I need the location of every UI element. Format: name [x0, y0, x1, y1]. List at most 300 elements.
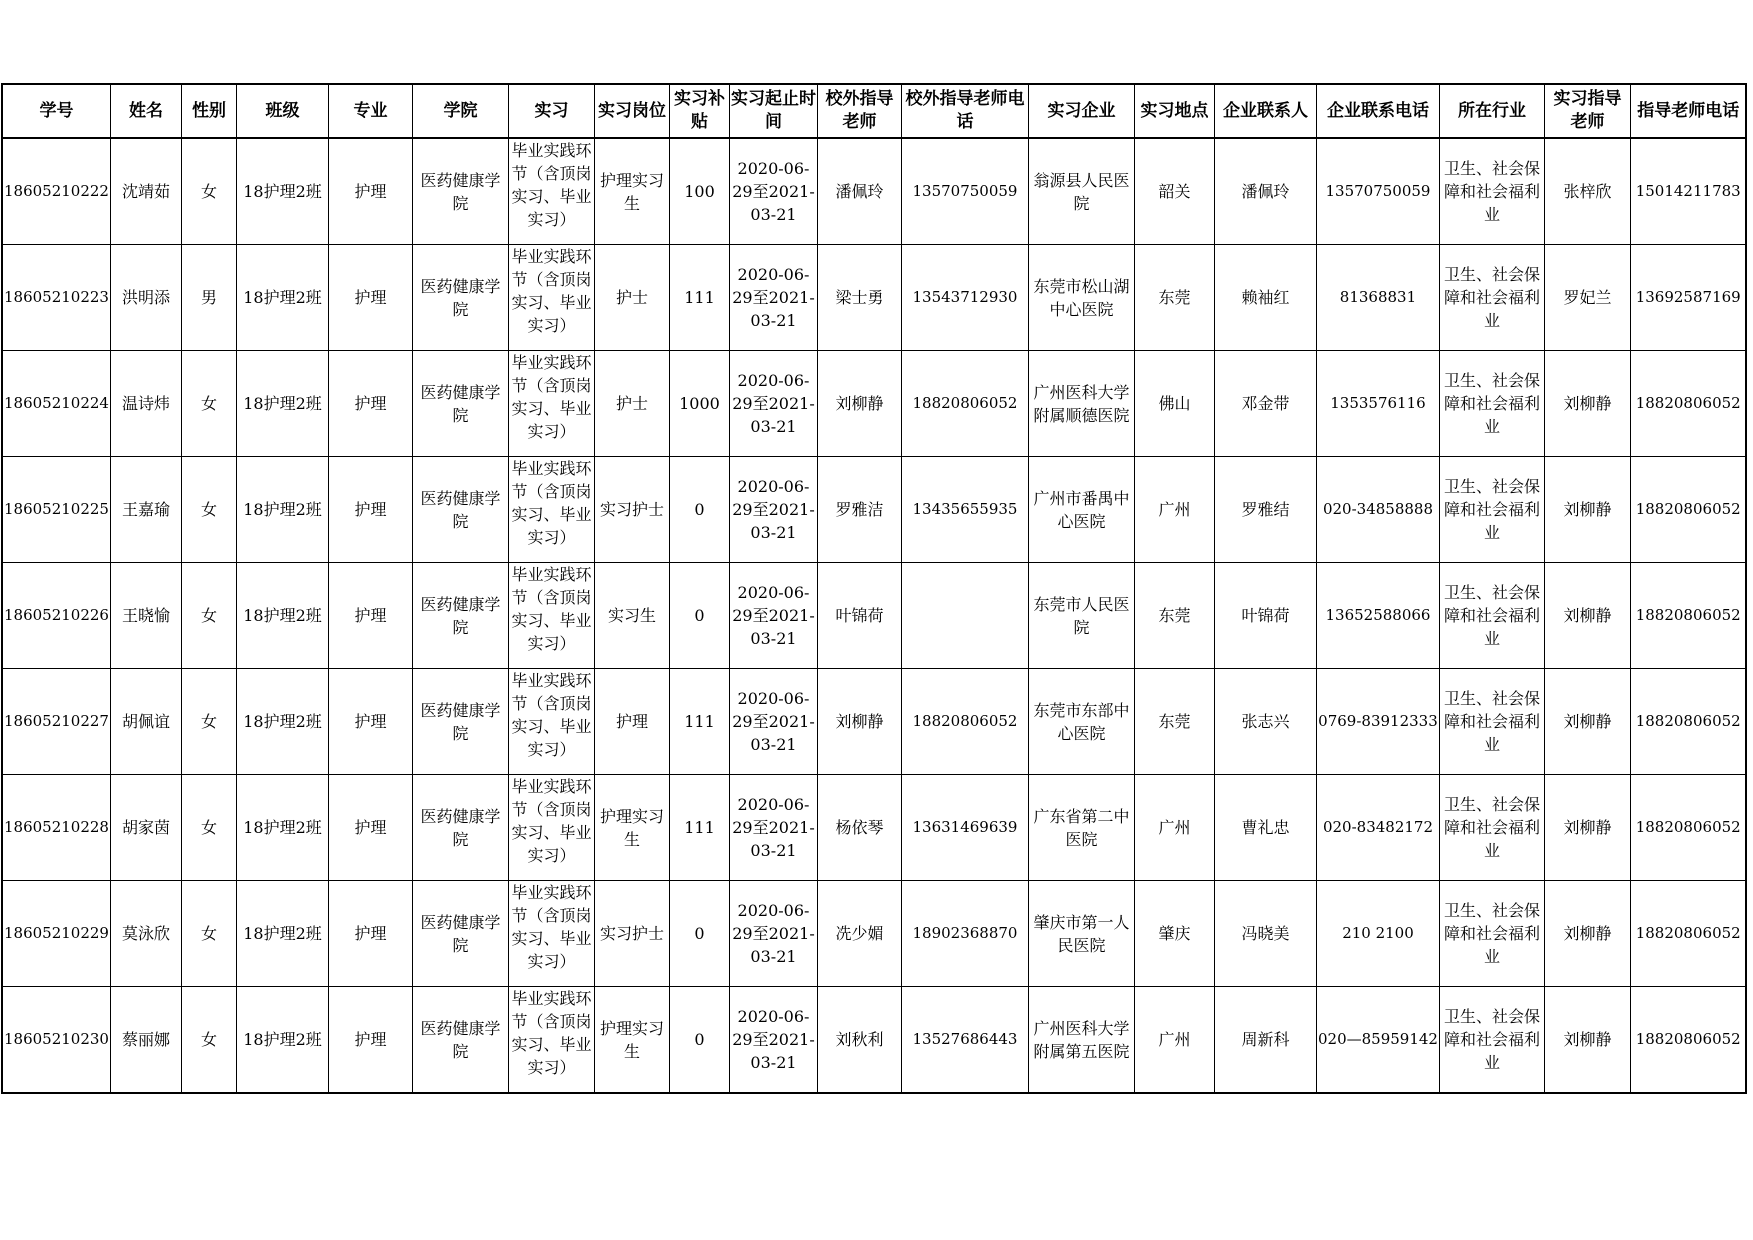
header-period: 实习起止时间	[729, 84, 817, 138]
cell-external-tutor-phone	[901, 138, 1028, 245]
cell-company-contact	[1214, 775, 1316, 881]
cell-gender-text: 女	[200, 500, 217, 519]
cell-company-text: 广州医科大学附属顺德医院	[1033, 382, 1130, 425]
cell-internship-tutor-text: 刘柳静	[1563, 500, 1612, 519]
cell-major	[328, 245, 412, 351]
cell-name	[110, 775, 181, 881]
cell-tutor-phone	[1630, 669, 1746, 775]
cell-gender	[181, 669, 236, 775]
cell-position	[594, 563, 669, 669]
cell-position	[594, 245, 669, 351]
cell-company-contact-text: 潘佩玲	[1241, 182, 1290, 201]
cell-company-contact-text: 曹礼忠	[1241, 818, 1290, 837]
cell-name	[110, 457, 181, 563]
cell-position-text: 护理实习生	[599, 170, 664, 213]
cell-internship-tutor	[1544, 881, 1630, 987]
table-row	[2, 669, 1746, 775]
cell-student-id-text: 18605210225	[4, 500, 109, 518]
cell-external-tutor	[817, 563, 901, 669]
cell-company-contact-text: 张志兴	[1241, 712, 1290, 731]
cell-student-id	[2, 987, 110, 1094]
header-company-contact: 企业联系人	[1214, 84, 1316, 138]
cell-college-text: 医药健康学院	[420, 594, 501, 637]
cell-name-text: 莫泳欣	[121, 924, 170, 943]
cell-internship	[508, 987, 594, 1094]
header-location: 实习地点	[1134, 84, 1214, 138]
cell-tutor-phone-text: 18820806052	[1635, 500, 1741, 518]
cell-college	[412, 881, 508, 987]
cell-period	[729, 138, 817, 245]
cell-tutor-phone	[1630, 245, 1746, 351]
cell-tutor-phone-text: 18820806052	[1635, 606, 1741, 624]
cell-company-contact-text: 冯晓美	[1241, 924, 1290, 943]
cell-company-phone-text: 1353576116	[1330, 394, 1426, 412]
cell-internship-tutor-text: 张梓欣	[1563, 182, 1612, 201]
cell-company-contact	[1214, 245, 1316, 351]
cell-subsidy-text: 111	[684, 712, 715, 731]
cell-gender-text: 男	[200, 288, 217, 307]
cell-industry	[1439, 138, 1544, 245]
cell-company-phone-text: 210 2100	[1342, 924, 1414, 942]
cell-industry-text: 卫生、社会保障和社会福利业	[1443, 477, 1540, 542]
cell-company	[1028, 563, 1134, 669]
cell-company-text: 东莞市人民医院	[1033, 594, 1130, 637]
cell-external-tutor-phone-text: 13543712930	[912, 288, 1018, 306]
cell-company-contact-text: 周新科	[1241, 1030, 1290, 1049]
cell-class-text: 18护理2班	[243, 924, 322, 943]
header-subsidy: 实习补贴	[669, 84, 729, 138]
cell-location	[1134, 563, 1214, 669]
cell-student-id-text: 18605210229	[4, 924, 109, 942]
cell-class	[236, 457, 328, 563]
table-row	[2, 987, 1746, 1094]
cell-company-phone-text: 0769-83912333	[1318, 712, 1438, 730]
cell-position	[594, 881, 669, 987]
cell-class	[236, 245, 328, 351]
cell-tutor-phone	[1630, 881, 1746, 987]
cell-company-phone-text: 13652588066	[1325, 606, 1431, 624]
cell-name-text: 蔡丽娜	[121, 1030, 170, 1049]
cell-college-text: 医药健康学院	[420, 170, 501, 213]
cell-internship-text: 毕业实践环节（含顶岗实习、毕业实习）	[511, 141, 592, 229]
cell-major-text: 护理	[354, 182, 387, 201]
cell-gender-text: 女	[200, 1030, 217, 1049]
cell-company-contact	[1214, 138, 1316, 245]
cell-external-tutor-phone-text: 13570750059	[912, 182, 1018, 200]
cell-company-phone	[1316, 245, 1439, 351]
cell-class-text: 18护理2班	[243, 182, 322, 201]
cell-internship-tutor-text: 罗妃兰	[1563, 288, 1612, 307]
cell-name-text: 洪明添	[121, 288, 170, 307]
cell-company-phone	[1316, 457, 1439, 563]
cell-internship-tutor	[1544, 138, 1630, 245]
cell-student-id-text: 18605210230	[4, 1030, 109, 1048]
cell-position	[594, 138, 669, 245]
cell-subsidy	[669, 457, 729, 563]
cell-location	[1134, 881, 1214, 987]
cell-gender	[181, 351, 236, 457]
cell-position-text: 实习生	[607, 606, 656, 625]
cell-college	[412, 138, 508, 245]
cell-location-text: 韶关	[1158, 182, 1191, 201]
cell-gender-text: 女	[200, 924, 217, 943]
cell-external-tutor-phone	[901, 881, 1028, 987]
header-company: 实习企业	[1028, 84, 1134, 138]
cell-external-tutor	[817, 138, 901, 245]
cell-company-phone	[1316, 775, 1439, 881]
cell-internship-tutor-text: 刘柳静	[1563, 1030, 1612, 1049]
cell-gender	[181, 563, 236, 669]
cell-industry-text: 卫生、社会保障和社会福利业	[1443, 689, 1540, 754]
cell-industry-text: 卫生、社会保障和社会福利业	[1443, 795, 1540, 860]
cell-position	[594, 457, 669, 563]
cell-major	[328, 351, 412, 457]
cell-external-tutor-text: 杨依琴	[835, 818, 884, 837]
cell-company-text: 广东省第二中医院	[1033, 806, 1130, 849]
cell-external-tutor-phone	[901, 775, 1028, 881]
cell-college	[412, 245, 508, 351]
cell-internship-tutor-text: 刘柳静	[1563, 924, 1612, 943]
cell-period-text: 2020-06-29至2021-03-21	[732, 1007, 815, 1072]
cell-external-tutor	[817, 987, 901, 1094]
cell-internship-text: 毕业实践环节（含顶岗实习、毕业实习）	[511, 671, 592, 759]
cell-major-text: 护理	[354, 1030, 387, 1049]
cell-class-text: 18护理2班	[243, 1030, 322, 1049]
cell-college	[412, 457, 508, 563]
cell-subsidy-text: 111	[684, 288, 715, 307]
header-tutor-phone: 指导老师电话	[1630, 84, 1746, 138]
cell-internship	[508, 775, 594, 881]
cell-tutor-phone-text: 18820806052	[1635, 1030, 1741, 1048]
cell-period	[729, 987, 817, 1094]
cell-college-text: 医药健康学院	[420, 488, 501, 531]
cell-college-text: 医药健康学院	[420, 382, 501, 425]
cell-internship	[508, 138, 594, 245]
cell-gender	[181, 881, 236, 987]
cell-industry	[1439, 245, 1544, 351]
cell-major	[328, 987, 412, 1094]
cell-external-tutor-text: 刘秋利	[835, 1030, 884, 1049]
cell-external-tutor-phone-text: 18820806052	[912, 394, 1018, 412]
cell-company	[1028, 457, 1134, 563]
cell-internship-tutor-text: 刘柳静	[1563, 394, 1612, 413]
cell-internship	[508, 669, 594, 775]
cell-subsidy	[669, 351, 729, 457]
cell-college-text: 医药健康学院	[420, 700, 501, 743]
cell-industry-text: 卫生、社会保障和社会福利业	[1443, 1007, 1540, 1072]
table-row	[2, 457, 1746, 563]
cell-position	[594, 987, 669, 1094]
cell-tutor-phone-text: 18820806052	[1635, 924, 1741, 942]
cell-industry-text: 卫生、社会保障和社会福利业	[1443, 583, 1540, 648]
cell-gender	[181, 987, 236, 1094]
cell-period	[729, 351, 817, 457]
cell-location	[1134, 457, 1214, 563]
cell-location-text: 肇庆	[1158, 924, 1191, 943]
cell-student-id	[2, 457, 110, 563]
cell-tutor-phone	[1630, 987, 1746, 1094]
header-class: 班级	[236, 84, 328, 138]
cell-subsidy-text: 1000	[679, 394, 720, 413]
cell-period-text: 2020-06-29至2021-03-21	[732, 583, 815, 648]
cell-student-id	[2, 669, 110, 775]
cell-subsidy-text: 0	[694, 500, 705, 519]
header-gender: 性别	[181, 84, 236, 138]
cell-position-text: 实习护士	[599, 500, 664, 519]
cell-industry	[1439, 563, 1544, 669]
cell-company	[1028, 245, 1134, 351]
cell-external-tutor	[817, 351, 901, 457]
cell-internship-tutor-text: 刘柳静	[1563, 818, 1612, 837]
cell-period	[729, 563, 817, 669]
cell-class-text: 18护理2班	[243, 818, 322, 837]
cell-location	[1134, 987, 1214, 1094]
cell-gender-text: 女	[200, 818, 217, 837]
cell-company-phone-text: 020—85959142	[1317, 1030, 1438, 1048]
cell-period	[729, 881, 817, 987]
table-row	[2, 563, 1746, 669]
cell-college-text: 医药健康学院	[420, 806, 501, 849]
cell-internship-tutor	[1544, 245, 1630, 351]
cell-internship-tutor	[1544, 669, 1630, 775]
cell-name-text: 胡佩谊	[121, 712, 170, 731]
cell-company-contact	[1214, 563, 1316, 669]
cell-internship-tutor	[1544, 351, 1630, 457]
cell-college	[412, 987, 508, 1094]
cell-class-text: 18护理2班	[243, 394, 322, 413]
cell-industry-text: 卫生、社会保障和社会福利业	[1443, 371, 1540, 436]
cell-name	[110, 987, 181, 1094]
cell-tutor-phone	[1630, 563, 1746, 669]
cell-tutor-phone-text: 18820806052	[1635, 818, 1741, 836]
cell-position-text: 实习护士	[599, 924, 664, 943]
cell-class-text: 18护理2班	[243, 606, 322, 625]
cell-external-tutor-phone	[901, 987, 1028, 1094]
cell-internship	[508, 563, 594, 669]
table-row	[2, 881, 1746, 987]
cell-gender	[181, 138, 236, 245]
cell-position-text: 护理	[615, 712, 648, 731]
cell-company	[1028, 351, 1134, 457]
cell-position-text: 护理实习生	[599, 806, 664, 849]
header-row	[2, 84, 1746, 138]
cell-class	[236, 987, 328, 1094]
cell-tutor-phone	[1630, 457, 1746, 563]
cell-name-text: 沈靖茹	[121, 182, 170, 201]
cell-position	[594, 775, 669, 881]
cell-location	[1134, 138, 1214, 245]
cell-external-tutor-phone	[901, 351, 1028, 457]
cell-major-text: 护理	[354, 712, 387, 731]
cell-company	[1028, 138, 1134, 245]
cell-position	[594, 351, 669, 457]
cell-company-text: 广州医科大学附属第五医院	[1033, 1018, 1130, 1061]
cell-location-text: 东莞	[1158, 712, 1191, 731]
cell-major-text: 护理	[354, 500, 387, 519]
cell-tutor-phone-text: 13692587169	[1635, 288, 1741, 306]
cell-company	[1028, 881, 1134, 987]
cell-company-text: 广州市番禺中心医院	[1033, 488, 1130, 531]
cell-internship-text: 毕业实践环节（含顶岗实习、毕业实习）	[511, 989, 592, 1077]
cell-company-contact	[1214, 351, 1316, 457]
cell-tutor-phone	[1630, 138, 1746, 245]
cell-subsidy-text: 111	[684, 818, 715, 837]
cell-position-text: 护士	[615, 394, 648, 413]
cell-class	[236, 351, 328, 457]
table-row	[2, 351, 1746, 457]
cell-internship	[508, 245, 594, 351]
cell-student-id	[2, 245, 110, 351]
cell-college	[412, 351, 508, 457]
cell-industry	[1439, 775, 1544, 881]
cell-company-phone	[1316, 987, 1439, 1094]
cell-period	[729, 669, 817, 775]
cell-industry	[1439, 457, 1544, 563]
cell-period-text: 2020-06-29至2021-03-21	[732, 159, 815, 224]
cell-subsidy	[669, 245, 729, 351]
cell-industry-text: 卫生、社会保障和社会福利业	[1443, 901, 1540, 966]
cell-college	[412, 775, 508, 881]
cell-location-text: 广州	[1158, 1030, 1191, 1049]
cell-external-tutor-phone-text: 13435655935	[912, 500, 1018, 518]
cell-college	[412, 669, 508, 775]
cell-external-tutor-text: 潘佩玲	[835, 182, 884, 201]
cell-name-text: 温诗炜	[121, 394, 170, 413]
cell-class-text: 18护理2班	[243, 712, 322, 731]
cell-college-text: 医药健康学院	[420, 276, 501, 319]
cell-major-text: 护理	[354, 924, 387, 943]
cell-industry	[1439, 987, 1544, 1094]
cell-internship-tutor	[1544, 987, 1630, 1094]
cell-location	[1134, 669, 1214, 775]
cell-external-tutor-text: 冼少媚	[835, 924, 884, 943]
cell-company-contact	[1214, 881, 1316, 987]
cell-location	[1134, 775, 1214, 881]
cell-position-text: 护士	[615, 288, 648, 307]
cell-industry	[1439, 881, 1544, 987]
cell-period	[729, 457, 817, 563]
cell-external-tutor-text: 叶锦荷	[835, 606, 884, 625]
cell-gender-text: 女	[200, 182, 217, 201]
cell-internship-text: 毕业实践环节（含顶岗实习、毕业实习）	[511, 565, 592, 653]
cell-gender-text: 女	[200, 394, 217, 413]
cell-name	[110, 881, 181, 987]
cell-class	[236, 775, 328, 881]
cell-external-tutor-text: 梁士勇	[835, 288, 884, 307]
header-external-tutor: 校外指导老师	[817, 84, 901, 138]
cell-gender	[181, 457, 236, 563]
header-internship-tutor: 实习指导老师	[1544, 84, 1630, 138]
cell-position-text: 护理实习生	[599, 1018, 664, 1061]
cell-external-tutor-phone-text: 13631469639	[912, 818, 1018, 836]
cell-college-text: 医药健康学院	[420, 1018, 501, 1061]
cell-subsidy	[669, 669, 729, 775]
table-row	[2, 775, 1746, 881]
cell-internship-tutor	[1544, 457, 1630, 563]
cell-tutor-phone-text: 15014211783	[1635, 182, 1741, 200]
table-row	[2, 138, 1746, 245]
cell-major-text: 护理	[354, 394, 387, 413]
cell-period-text: 2020-06-29至2021-03-21	[732, 795, 815, 860]
cell-company	[1028, 987, 1134, 1094]
cell-company-phone	[1316, 138, 1439, 245]
cell-student-id	[2, 351, 110, 457]
cell-period-text: 2020-06-29至2021-03-21	[732, 689, 815, 754]
cell-student-id-text: 18605210228	[4, 818, 109, 836]
cell-company-contact	[1214, 457, 1316, 563]
cell-name	[110, 563, 181, 669]
cell-internship-text: 毕业实践环节（含顶岗实习、毕业实习）	[511, 883, 592, 971]
cell-major-text: 护理	[354, 288, 387, 307]
cell-major-text: 护理	[354, 606, 387, 625]
header-student-id: 学号	[2, 84, 110, 138]
cell-company-contact	[1214, 987, 1316, 1094]
cell-internship	[508, 457, 594, 563]
cell-name-text: 胡家茵	[121, 818, 170, 837]
cell-external-tutor-phone	[901, 245, 1028, 351]
cell-location	[1134, 351, 1214, 457]
cell-location	[1134, 245, 1214, 351]
cell-subsidy	[669, 775, 729, 881]
cell-tutor-phone-text: 18820806052	[1635, 394, 1741, 412]
cell-subsidy	[669, 138, 729, 245]
cell-subsidy-text: 0	[694, 606, 705, 625]
cell-internship-text: 毕业实践环节（含顶岗实习、毕业实习）	[511, 777, 592, 865]
cell-student-id-text: 18605210223	[4, 288, 109, 306]
cell-class-text: 18护理2班	[243, 288, 322, 307]
cell-period	[729, 245, 817, 351]
cell-subsidy	[669, 987, 729, 1094]
cell-location-text: 广州	[1158, 500, 1191, 519]
cell-subsidy-text: 0	[694, 924, 705, 943]
cell-company-contact-text: 邓金带	[1241, 394, 1290, 413]
cell-class	[236, 881, 328, 987]
cell-college-text: 医药健康学院	[420, 912, 501, 955]
cell-industry	[1439, 351, 1544, 457]
table-row	[2, 245, 1746, 351]
cell-external-tutor	[817, 457, 901, 563]
cell-tutor-phone-text: 18820806052	[1635, 712, 1741, 730]
cell-subsidy	[669, 563, 729, 669]
cell-college	[412, 563, 508, 669]
cell-location-text: 东莞	[1158, 606, 1191, 625]
cell-class-text: 18护理2班	[243, 500, 322, 519]
cell-company-contact	[1214, 669, 1316, 775]
cell-class	[236, 669, 328, 775]
cell-company-phone-text: 020-34858888	[1322, 500, 1433, 518]
cell-class	[236, 138, 328, 245]
cell-external-tutor-phone	[901, 563, 1028, 669]
cell-student-id	[2, 138, 110, 245]
cell-subsidy-text: 0	[694, 1030, 705, 1049]
cell-subsidy-text: 100	[684, 182, 715, 201]
cell-internship-tutor	[1544, 563, 1630, 669]
cell-company-contact-text: 叶锦荷	[1241, 606, 1290, 625]
cell-period-text: 2020-06-29至2021-03-21	[732, 901, 815, 966]
cell-subsidy	[669, 881, 729, 987]
cell-company-text: 东莞市东部中心医院	[1033, 700, 1130, 743]
cell-name	[110, 245, 181, 351]
cell-external-tutor-text: 刘柳静	[835, 394, 884, 413]
cell-external-tutor-phone-text: 18902368870	[912, 924, 1018, 942]
cell-industry-text: 卫生、社会保障和社会福利业	[1443, 159, 1540, 224]
header-industry: 所在行业	[1439, 84, 1544, 138]
cell-company-phone	[1316, 881, 1439, 987]
header-name: 姓名	[110, 84, 181, 138]
cell-internship-tutor	[1544, 775, 1630, 881]
cell-student-id	[2, 563, 110, 669]
cell-company-contact-text: 罗雅结	[1241, 500, 1290, 519]
